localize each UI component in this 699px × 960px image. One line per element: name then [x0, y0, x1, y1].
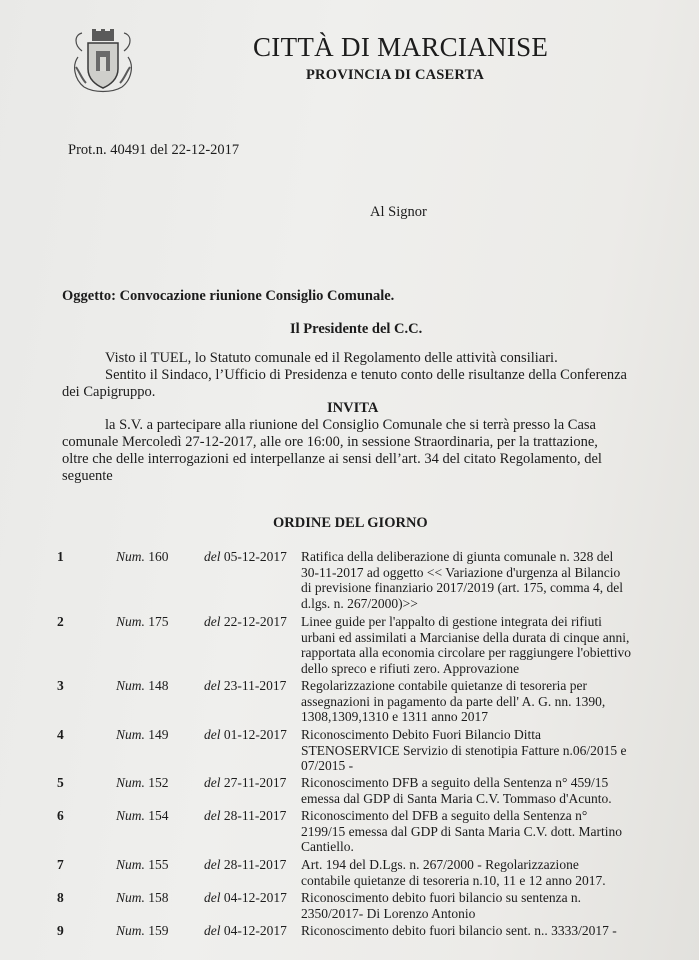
- num-label: Num.: [116, 857, 145, 872]
- agenda-item-number: 8: [57, 890, 64, 905]
- deliberation-number: 158: [148, 890, 169, 905]
- date-label: del: [204, 923, 221, 938]
- deliberation-number: 149: [148, 727, 169, 742]
- preamble-line: Sentito il Sindaco, l’Ufficio di Presidenza e tenuto conto delle risultanze della Conferenza: [105, 367, 627, 383]
- num-label: Num.: [116, 890, 145, 905]
- agenda-item-text: 30-11-2017 ad oggetto << Variazione d'urgenza al Bilancio: [301, 564, 621, 580]
- agenda-item-text: Linee guide per l'appalto di gestione integrata dei rifiuti: [301, 614, 602, 629]
- agenda-item-text: Riconoscimento del DFB a seguito della Sentenza n°: [301, 808, 588, 823]
- agenda-item-text: Riconoscimento Debito Fuori Bilancio Ditta: [301, 727, 541, 742]
- agenda-item-text: assegnazioni in pagamento da parte dell' A. G. nn. 1390,: [301, 693, 606, 709]
- agenda-item-text: Riconoscimento debito fuori bilancio sent. n.. 3333/2017 -: [301, 923, 617, 938]
- agenda-item-text: di previsione finanziario 2017/2019 (art. 175, comma 4, del: [301, 580, 624, 595]
- agenda-item-text: Riconoscimento DFB a seguito della Sentenza n° 459/15: [301, 775, 609, 790]
- agenda-item-number: 4: [57, 727, 64, 742]
- agenda-item-text: 2350/2017- Di Lorenzo Antonio: [301, 905, 476, 921]
- agenda-item-number: 3: [57, 678, 64, 693]
- deliberation-number: 155: [148, 857, 169, 872]
- deliberation-number: 154: [148, 808, 169, 823]
- agenda-item-number: 2: [57, 614, 64, 629]
- deliberation-date: 01-12-2017: [223, 727, 287, 742]
- date-label: del: [204, 549, 221, 564]
- date-label: del: [204, 808, 221, 823]
- agenda-item-text: contabile quietanze di tesoreria n.10, 11 e 12 anno 2017.: [301, 872, 606, 888]
- agenda-item-text: d.lgs. n. 267/2000)>>: [301, 595, 418, 611]
- agenda-item-text: STENOSERVICE Servizio di stenotipia Fatture n.06/2015 e: [301, 742, 627, 758]
- province-subtitle: PROVINCIA DI CASERTA: [306, 67, 485, 83]
- date-label: del: [204, 775, 221, 790]
- date-label: del: [204, 857, 221, 872]
- city-title: CITTÀ DI MARCIANISE: [253, 32, 549, 62]
- deliberation-date: 04-12-2017: [223, 890, 287, 905]
- invitation-line: la S.V. a partecipare alla riunione del Consiglio Comunale che si terrà presso la Casa: [105, 417, 596, 433]
- agenda-item-text: Art. 194 del D.Lgs. n. 267/2000 - Regolarizzazione: [301, 857, 579, 872]
- agenda-title: ORDINE DEL GIORNO: [273, 515, 428, 531]
- deliberation-date: 22-12-2017: [223, 614, 287, 629]
- invitation-line: comunale Mercoledì 27-12-2017, alle ore 16:00, in sessione Straordinaria, per la trattazione,: [62, 434, 598, 450]
- agenda-item-text: rapportata alla economia circolare per raggiungere l'obiettivo: [301, 645, 632, 660]
- agenda-item-text: Ratifica della deliberazione di giunta comunale n. 328 del: [301, 549, 614, 564]
- deliberation-date: 27-11-2017: [223, 775, 287, 790]
- protocol-number: Prot.n. 40491 del 22-12-2017: [68, 142, 240, 158]
- num-label: Num.: [116, 727, 145, 742]
- preamble-line: dei Capigruppo.: [62, 384, 156, 400]
- agenda-item-text: 1308,1309,1310 e 1311 anno 2017: [301, 709, 488, 724]
- agenda-item-number: 7: [57, 857, 64, 872]
- num-label: Num.: [116, 614, 145, 629]
- num-label: Num.: [116, 808, 145, 823]
- num-label: Num.: [116, 923, 145, 938]
- date-label: del: [204, 890, 221, 905]
- agenda-item-number: 9: [57, 923, 64, 938]
- deliberation-number: 152: [148, 775, 169, 790]
- agenda-item-number: 1: [57, 549, 64, 564]
- recipient: Al Signor: [370, 204, 427, 220]
- deliberation-date: 28-11-2017: [223, 857, 287, 872]
- invita-heading: INVITA: [327, 400, 379, 416]
- deliberation-number: 160: [148, 549, 169, 564]
- agenda-item-text: Riconoscimento debito fuori bilancio su sentenza n.: [301, 890, 582, 905]
- num-label: Num.: [116, 678, 145, 693]
- date-label: del: [204, 678, 221, 693]
- deliberation-number: 148: [148, 678, 169, 693]
- date-label: del: [204, 614, 221, 629]
- agenda-item-text: 2199/15 emessa dal GDP di Santa Maria C.V. dott. Martino: [301, 823, 622, 839]
- deliberation-date: 04-12-2017: [223, 923, 287, 938]
- deliberation-number: 159: [148, 923, 169, 938]
- invitation-line: seguente: [62, 468, 113, 484]
- num-label: Num.: [116, 775, 145, 790]
- agenda-item-number: 6: [57, 808, 64, 823]
- president-heading: Il Presidente del C.C.: [290, 321, 423, 337]
- agenda-item-text: Regolarizzazione contabile quietanze di tesoreria per: [301, 678, 587, 693]
- deliberation-number: 175: [148, 614, 169, 629]
- num-label: Num.: [116, 549, 145, 564]
- deliberation-date: 23-11-2017: [223, 678, 287, 693]
- agenda-item-text: dello spreco e rifiuti zero. Approvazione: [301, 660, 520, 676]
- agenda-item-text: Cantiello.: [301, 839, 354, 854]
- subject-line: Oggetto: Convocazione riunione Consiglio Comunale.: [62, 288, 395, 304]
- agenda-item-text: 07/2015 -: [301, 758, 354, 773]
- city-coat-of-arms-icon: [70, 27, 136, 95]
- preamble-line: Visto il TUEL, lo Statuto comunale ed il Regolamento delle attività consiliari.: [105, 350, 558, 366]
- date-label: del: [204, 727, 221, 742]
- agenda-item-text: urbani ed assimilati a Marcianise della durata di cinque anni,: [301, 629, 630, 645]
- deliberation-date: 28-11-2017: [223, 808, 287, 823]
- invitation-line: oltre che delle interrogazioni ed interpellanze ai sensi dell’art. 34 del citato Regolamento, del: [62, 451, 602, 467]
- deliberation-date: 05-12-2017: [223, 549, 287, 564]
- agenda-item-text: emessa dal GDP di Santa Maria C.V. Tommaso d'Acunto.: [301, 790, 612, 806]
- agenda-item-number: 5: [57, 775, 64, 790]
